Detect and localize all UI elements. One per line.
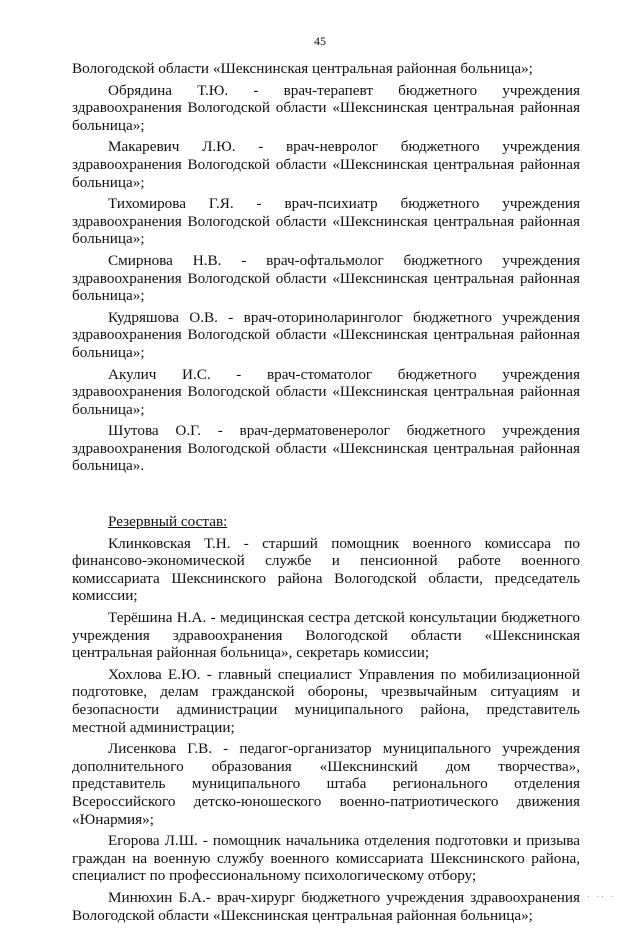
list-item: Обрядина Т.Ю. - врач-терапевт бюджетного учреждения здравоохранения Вологодской области «Шекснинская центральная районная больница»;: [72, 81, 580, 134]
list-item: Минюхин Б.А.- врач-хирург бюджетного учреждения здравоохранения Вологодской области «Шекснинская центральная районная больница»;: [72, 888, 580, 924]
list-item: Хохлова Е.Ю. - главный специалист Управления по мобилизационной подготовке, делам гражданской обороны, чрезвычайным ситуациям и безопасности администрации муниципального района, представитель местной администрации;: [72, 665, 580, 736]
reserve-heading: [72, 513, 580, 531]
document-body: [72, 60, 580, 928]
list-item: Макаревич Л.Ю. - врач-невролог бюджетного учреждения здравоохранения Вологодской области «Шекснинская центральная районная больница»;: [72, 138, 580, 191]
reserve-member-list: [72, 535, 580, 924]
main-member-list: [72, 82, 580, 475]
list-item: Егорова Л.Ш. - помощник начальника отделения подготовки и призыва граждан на военную службу военного комиссариата Шекснинского района, специалист по профессиональному психологическому отбору;: [72, 832, 580, 885]
list-item: Клинковская Т.Н. - старший помощник военного комиссара по финансово-экономической службе и пенсионной работе военного комиссариата Шекснинского района Вологодской области, председатель комиссии;: [72, 534, 580, 605]
list-item: Терёшина Н.А. - медицинская сестра детской консультации бюджетного учреждения здравоохранения Вологодской области «Шекснинская центральная районная больница», секретарь комиссии;: [72, 609, 580, 662]
continuation-line: Вологодской области «Шекснинская центральная районная больница»;: [72, 60, 533, 77]
list-item: Лисенкова Г.В. - педагог-организатор муниципального учреждения дополнительного образования «Шекснинский дом творчества», представитель муниципального штаба регионального отделения Всероссийского детско-юношеского военно-патриотического движения «Юнармия»;: [72, 740, 580, 828]
list-item: Акулич И.С. - врач-стоматолог бюджетного учреждения здравоохранения Вологодской области «Шекснинская центральная районная больница»;: [72, 365, 580, 418]
section-gap: [72, 479, 580, 513]
reserve-heading-text: Резервный состав:: [108, 513, 228, 531]
list-item: Тихомирова Г.Я. - врач-психиатр бюджетного учреждения здравоохранения Вологодской области «Шекснинская центральная районная больница»;: [72, 195, 580, 248]
list-item: Шутова О.Г. - врач-дерматовенеролог бюджетного учреждения здравоохранения Вологодской области «Шекснинская центральная районная больница».: [72, 422, 580, 475]
list-item: Смирнова Н.В. - врач-офтальмолог бюджетного учреждения здравоохранения Вологодской области «Шекснинская центральная районная больница»;: [72, 251, 580, 305]
scan-artifact-marks: . .. .: [587, 891, 616, 899]
page-number: 45: [314, 34, 326, 48]
list-item: Кудряшова О.В. - врач-оториноларинголог бюджетного учреждения здравоохранения Вологодской области «Шекснинская центральная районная больница»;: [72, 308, 580, 361]
